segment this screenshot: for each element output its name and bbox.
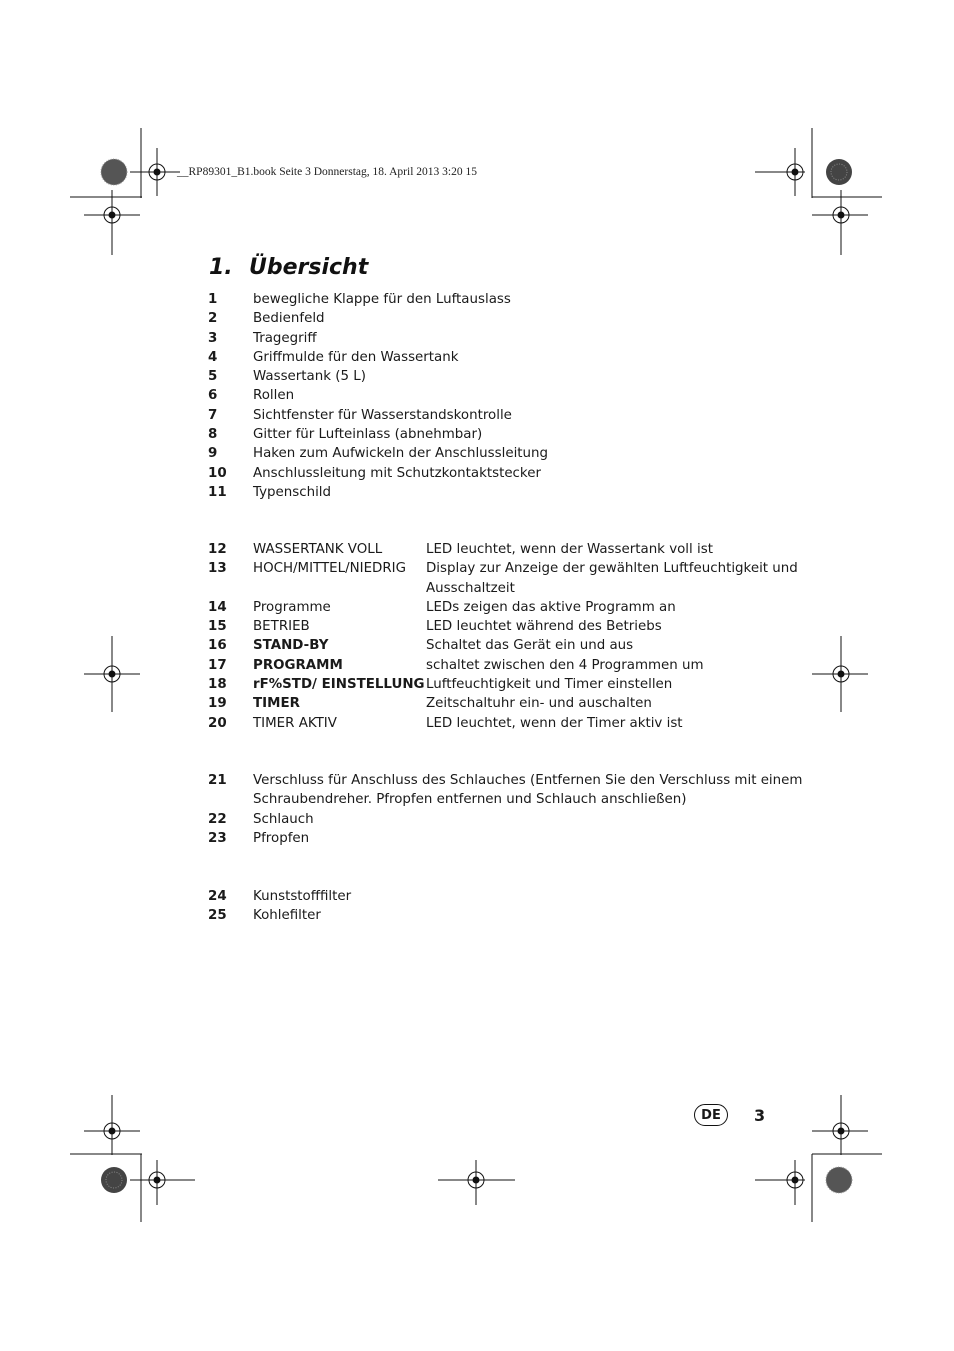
item-number: 1	[208, 292, 218, 307]
item-number: 8	[208, 427, 218, 443]
item-number: 24	[208, 889, 227, 904]
item-label: STAND-BY	[253, 638, 329, 654]
registration-mark-lower-right	[812, 1095, 868, 1155]
list-item	[208, 309, 808, 328]
star-target-top-left	[101, 159, 127, 185]
page-number: 3	[754, 1105, 766, 1125]
section-title-text: Übersicht	[249, 255, 369, 280]
registration-mark-bottom-left	[130, 1160, 195, 1205]
star-target-top-right	[826, 159, 852, 185]
item-label: HOCH/MITTEL/NIEDRIG	[253, 561, 406, 577]
item-label: Anschlussleitung mit Schutzkontaktstecker	[253, 465, 541, 481]
item-description: LED leuchtet, wenn der Timer aktiv ist	[426, 715, 683, 731]
item-number: 13	[208, 561, 227, 577]
page-footer	[694, 1104, 765, 1126]
item-number: 5	[208, 369, 218, 385]
item-label: Tragegriff	[253, 330, 317, 346]
item-description: schaltet zwischen den 4 Programmen um	[426, 657, 704, 673]
parts-list-housing	[208, 290, 808, 502]
item-description: LED leuchtet während des Betriebs	[426, 619, 662, 635]
item-number: 22	[208, 811, 227, 827]
item-number: 25	[208, 908, 227, 924]
item-description: Zeitschaltuhr ein- und auschalten	[426, 696, 652, 712]
list-item	[208, 675, 808, 694]
item-label: PROGRAMM	[253, 657, 343, 673]
list-item	[208, 444, 808, 463]
registration-mark-middle-left	[84, 636, 140, 712]
star-target-bottom-right	[826, 1167, 852, 1193]
item-label: Sichtfenster für Wasserstandskontrolle	[253, 407, 512, 423]
item-label: Wassertank (5 L)	[253, 369, 366, 385]
item-description: Luftfeuchtigkeit und Timer einstellen	[426, 677, 673, 693]
item-label: bewegliche Klappe für den Luftauslass	[253, 292, 511, 307]
item-number: 2	[208, 311, 218, 327]
item-label: Pfropfen	[253, 830, 310, 846]
list-item	[208, 656, 808, 675]
language-badge: DE	[694, 1104, 728, 1126]
item-number: 6	[208, 388, 218, 404]
list-item	[208, 906, 808, 925]
item-number: 19	[208, 696, 227, 712]
item-label: Typenschild	[253, 484, 332, 500]
parts-list-filters	[208, 887, 808, 926]
item-number: 11	[208, 484, 227, 500]
item-description: Display zur Anzeige der gewählten Luftfeuchtigkeit und Ausschaltzeit	[426, 561, 798, 596]
list-item	[208, 329, 808, 348]
item-label: TIMER	[253, 696, 300, 712]
list-item	[208, 694, 808, 713]
list-item	[208, 540, 808, 559]
registration-mark-bottom-right	[755, 1160, 805, 1205]
file-header-line: __RP89301_B1.book Seite 3 Donnerstag, 18. April 2013 3:20 15	[177, 166, 477, 178]
registration-mark-lower-left	[84, 1095, 140, 1155]
section-title	[209, 255, 368, 280]
item-label: Programme	[253, 599, 331, 615]
list-item	[208, 617, 808, 636]
list-item	[208, 483, 808, 502]
list-item	[208, 425, 808, 444]
list-item	[208, 714, 808, 733]
item-label: WASSERTANK VOLL	[253, 542, 383, 557]
parts-list-drain	[208, 771, 808, 848]
list-item	[208, 367, 808, 386]
item-label: Rollen	[253, 388, 295, 404]
registration-mark-upper-right	[812, 190, 868, 255]
item-label: Gitter für Lufteinlass (abnehmbar)	[253, 427, 483, 443]
item-number: 21	[208, 773, 227, 788]
item-number: 9	[208, 446, 218, 462]
registration-mark-top-left	[130, 148, 180, 196]
item-label: TIMER AKTIV	[253, 715, 337, 731]
item-label: Kunststofffilter	[253, 889, 352, 904]
item-number: 23	[208, 830, 227, 846]
list-item	[208, 810, 808, 829]
item-label: rF%STD/ EINSTELLUNG	[253, 677, 425, 693]
list-item	[208, 348, 808, 367]
list-item	[208, 386, 808, 405]
list-item	[208, 598, 808, 617]
item-number: 14	[208, 599, 227, 615]
item-description: LED leuchtet, wenn der Wassertank voll ist	[426, 542, 713, 557]
item-number: 4	[208, 349, 218, 365]
item-number: 7	[208, 407, 218, 423]
list-item	[208, 406, 808, 425]
registration-mark-top-right	[755, 148, 805, 196]
item-number: 18	[208, 677, 227, 693]
parts-list-control-panel	[208, 540, 808, 733]
list-item	[208, 636, 808, 655]
list-item	[208, 290, 808, 309]
item-number: 16	[208, 638, 227, 654]
item-description: Schaltet das Gerät ein und aus	[426, 638, 634, 654]
registration-mark-middle-right	[812, 636, 868, 712]
item-label: Verschluss für Anschluss des Schlauches (Entfernen Sie den Verschluss mit einem Schraubendreher. Pfropfen entfernen und Schlauch anschließen)	[253, 773, 803, 808]
item-number: 15	[208, 619, 227, 635]
item-label: BETRIEB	[253, 619, 310, 635]
registration-mark-bottom-center	[438, 1160, 515, 1205]
item-label: Bedienfeld	[253, 311, 325, 327]
item-number: 3	[208, 330, 218, 346]
item-number: 20	[208, 715, 227, 731]
list-item	[208, 464, 808, 483]
star-target-bottom-left	[101, 1167, 127, 1193]
list-item	[208, 771, 808, 810]
item-label: Haken zum Aufwickeln der Anschlussleitung	[253, 446, 549, 462]
item-label: Kohlefilter	[253, 908, 321, 924]
item-description: LEDs zeigen das aktive Programm an	[426, 599, 676, 615]
item-label: Griffmulde für den Wassertank	[253, 349, 459, 365]
item-number: 10	[208, 465, 227, 481]
registration-mark-upper-left	[84, 190, 140, 255]
list-item	[208, 829, 808, 848]
list-item	[208, 559, 808, 598]
list-item	[208, 887, 808, 906]
item-number: 12	[208, 542, 227, 557]
item-label: Schlauch	[253, 811, 314, 827]
section-number: 1.	[209, 255, 233, 280]
item-number: 17	[208, 657, 227, 673]
